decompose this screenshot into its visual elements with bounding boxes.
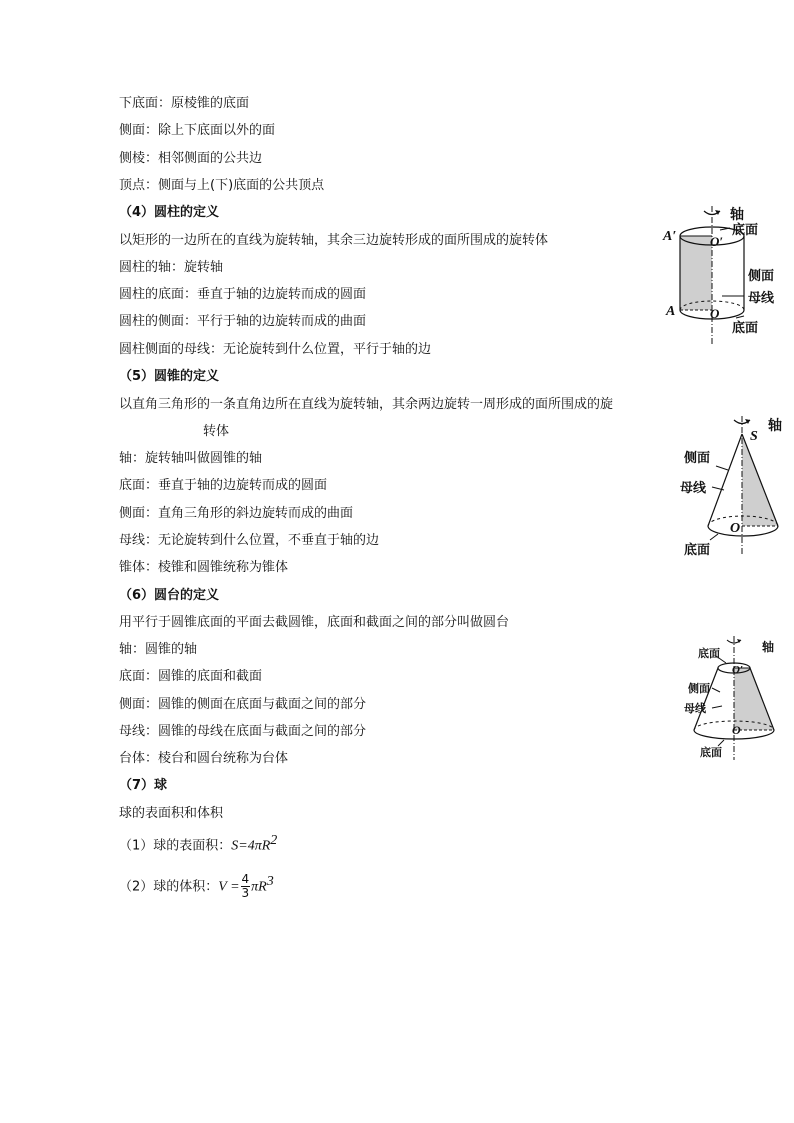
text-line: 底面：垂直于轴的边旋转而成的圆面 — [119, 478, 328, 493]
text-line: 侧面：直角三角形的斜边旋转而成的曲面 — [119, 506, 354, 521]
label-axis: 轴 — [730, 207, 744, 223]
text-line: 母线：无论旋转到什么位置，不垂直于轴的边 — [119, 533, 380, 548]
leader-line — [736, 316, 744, 318]
cone-figure — [672, 410, 794, 562]
volume-lhs: V = — [218, 879, 240, 895]
label-side: 侧面 — [684, 451, 711, 466]
sphere-area-formula — [119, 832, 277, 855]
slant-left — [708, 434, 742, 526]
formula-label: （1）球的表面积： — [119, 838, 232, 854]
text-line: 侧面：圆锥的侧面在底面与截面之间的部分 — [119, 697, 367, 712]
sphere-volume-formula — [119, 864, 274, 905]
shaded-rectangle — [680, 236, 712, 310]
cylinder-definition: 以矩形的一边所在的直线为旋转轴，其余三边旋转形成的面所围成的旋转体 — [119, 233, 549, 248]
label-top-base: 底面 — [732, 223, 759, 238]
label-top-base: 底面 — [698, 647, 720, 660]
label-point-o: O — [732, 723, 741, 737]
text-line: 圆柱侧面的母线：无论旋转到什么位置，平行于轴的边 — [119, 342, 432, 357]
frustum-figure — [684, 630, 790, 762]
label-point-o-prime: O′ — [710, 234, 724, 249]
area-exponent: 2 — [270, 833, 278, 848]
text-line: 侧棱：相邻侧面的公共边 — [119, 151, 263, 166]
section-heading-cone: （5）圆锥的定义 — [119, 369, 220, 384]
label-point-a-prime: A′ — [663, 229, 677, 244]
label-generatrix: 母线 — [748, 291, 775, 306]
label-bottom-base: 底面 — [732, 321, 759, 336]
label-base: 底面 — [684, 543, 711, 558]
leader-line — [710, 534, 718, 540]
leader-line — [712, 688, 720, 692]
text-line: 下底面：原棱锥的底面 — [119, 96, 250, 111]
volume-exponent: 3 — [266, 874, 274, 889]
label-axis: 轴 — [762, 640, 775, 654]
sphere-subtitle: 球的表面积和体积 — [119, 806, 224, 821]
label-generatrix: 母线 — [680, 481, 707, 496]
text-line: 圆柱的底面：垂直于轴的边旋转而成的圆面 — [119, 287, 367, 302]
volume-rhs: πR — [251, 879, 267, 895]
label-apex: S — [750, 429, 758, 444]
label-point-o-prime: O′ — [732, 664, 744, 676]
cylinder-figure — [660, 198, 794, 348]
label-point-a: A — [666, 304, 676, 319]
area-formula: S=4πR — [231, 838, 271, 854]
fraction-denominator: 3 — [241, 886, 250, 901]
cone-definition: 以直角三角形的一条直角边所在直线为旋转轴，其余两边旋转一周形成的面所围成的旋 — [119, 397, 614, 412]
text-line: 台体：棱台和圆台统称为台体 — [119, 751, 289, 766]
label-generatrix: 母线 — [684, 702, 706, 715]
text-line: 圆柱的侧面：平行于轴的边旋转而成的曲面 — [119, 314, 367, 329]
base-ellipse-front — [708, 526, 778, 536]
frustum-definition: 用平行于圆锥底面的平面去截圆锥，底面和截面之间的部分叫做圆台 — [119, 615, 510, 630]
text-line: 轴：圆锥的轴 — [119, 642, 198, 657]
label-bottom-base: 底面 — [700, 746, 722, 759]
text-line: 母线：圆锥的母线在底面与截面之间的部分 — [119, 724, 367, 739]
text-line: 顶点：侧面与上(下)底面的公共顶点 — [119, 178, 325, 193]
section-heading-frustum: （6）圆台的定义 — [119, 588, 220, 603]
label-side: 侧面 — [748, 269, 775, 284]
text-line: 圆柱的轴：旋转轴 — [119, 260, 224, 275]
leader-line — [712, 706, 722, 708]
side-left — [694, 668, 718, 730]
leader-line — [716, 466, 728, 470]
label-side: 侧面 — [688, 682, 710, 695]
text-line: 轴：旋转轴叫做圆锥的轴 — [119, 451, 263, 466]
cone-definition-cont: 转体 — [203, 424, 230, 439]
label-center: O — [730, 521, 741, 536]
text-line: 底面：圆锥的底面和截面 — [119, 669, 263, 684]
section-heading-cylinder: （4）圆柱的定义 — [119, 205, 220, 220]
label-axis: 轴 — [768, 418, 782, 434]
volume-fraction — [241, 873, 251, 900]
formula-label: （2）球的体积： — [119, 879, 219, 895]
fraction-numerator: 4 — [241, 872, 250, 887]
text-line: 锥体：棱锥和圆锥统称为锥体 — [119, 560, 289, 575]
label-point-o: O — [710, 306, 720, 321]
section-heading-sphere: （7）球 — [119, 778, 168, 793]
text-line: 侧面：除上下底面以外的面 — [119, 123, 276, 138]
